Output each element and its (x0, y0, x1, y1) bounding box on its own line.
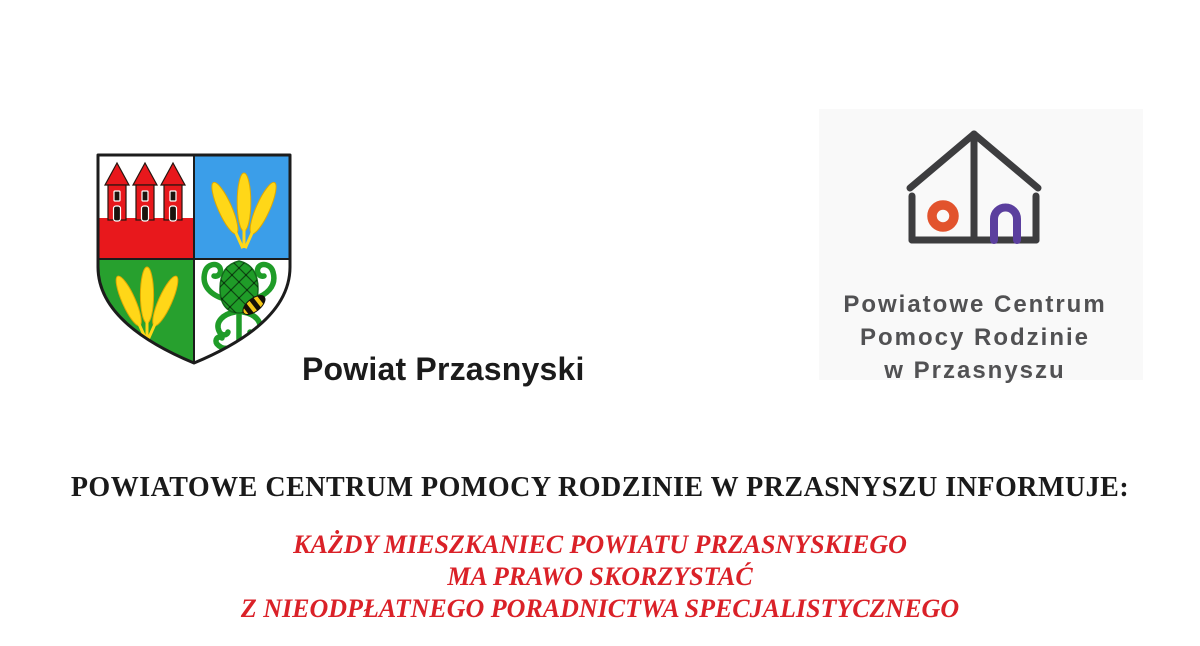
emphasis-line-3: Z NIEODPŁATNEGO PORADNICTWA SPECJALISTYCZNEGO (240, 594, 960, 623)
pcpr-wordmark-line-3: w Przasnyszu (884, 357, 1066, 384)
powiat-logo-caption: Powiat Przasnyski (302, 351, 585, 387)
orange-ring-icon (932, 205, 954, 227)
announcement-emphasis (0, 529, 1200, 625)
pcpr-logo-wordmark (801, 288, 1149, 387)
emphasis-line-2: MA PRAWO SKORZYSTAĆ (447, 562, 753, 591)
announcement-heading: POWIATOWE CENTRUM POMOCY RODZINIE W PRZASNYSZU INFORMUJE: (70, 472, 1130, 503)
emphasis-line-1: KAŻDY MIESZKANIEC POWIATU PRZASNYSKIEGO (293, 530, 907, 559)
powiat-coat-of-arms-icon (95, 152, 293, 366)
pcpr-wordmark-line-1: Powiatowe Centrum (843, 291, 1107, 318)
pcpr-wordmark-line-2: Pomocy Rodzinie (859, 324, 1091, 351)
purple-arch-icon (994, 208, 1017, 241)
pcpr-house-logo-icon (902, 126, 1042, 246)
